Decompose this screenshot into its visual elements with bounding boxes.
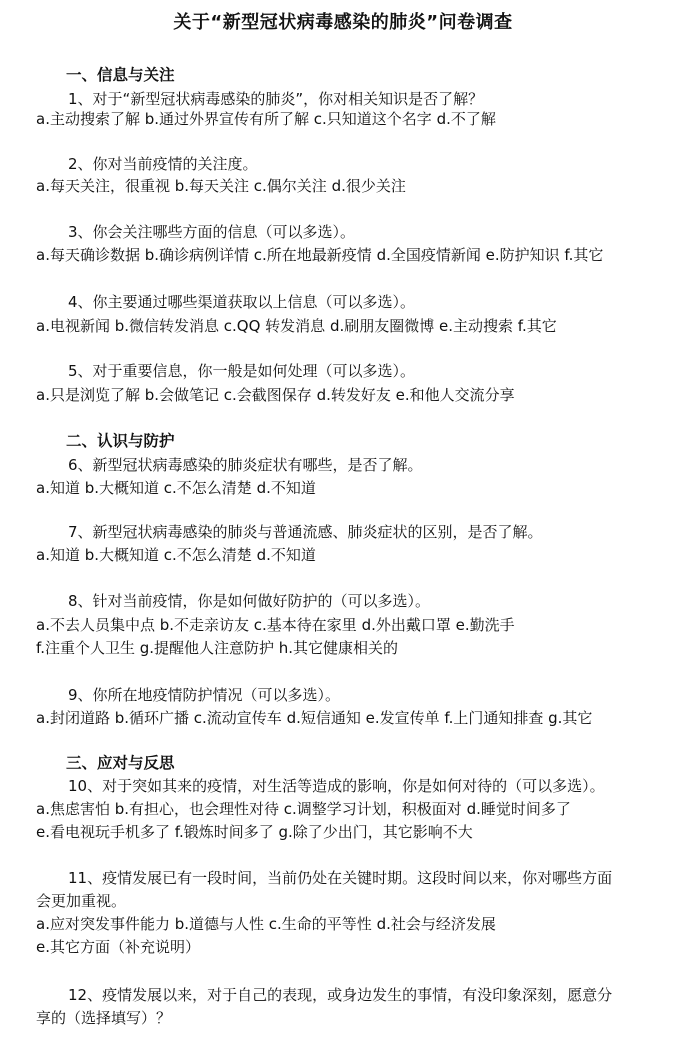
question-text: 10、对于突如其来的疫情，对生活等造成的影响，你是如何对待的（可以多选）。 bbox=[68, 777, 605, 795]
question-text: 2、你对当前疫情的关注度。 bbox=[68, 155, 258, 173]
section-heading: 一、信息与关注 bbox=[66, 66, 175, 84]
question-options: a.封闭道路 b.循环广播 c.流动宣传车 d.短信通知 e.发宣传单 f.上门通知排查 g.其它 bbox=[36, 709, 593, 727]
question-options: a.应对突发事件能力 b.道德与人性 c.生命的平等性 d.社会与经济发展 bbox=[36, 915, 496, 933]
question-text: 5、对于重要信息，你一般是如何处理（可以多选）。 bbox=[68, 362, 416, 380]
question-text: 4、你主要通过哪些渠道获取以上信息（可以多选）。 bbox=[68, 293, 416, 311]
question-text: 12、疫情发展以来，对于自己的表现，或身边发生的事情，有没印象深刻，愿意分 bbox=[68, 986, 613, 1004]
question-options: a.电视新闻 b.微信转发消息 c.QQ 转发消息 d.刷朋友圈微博 e.主动搜索 f.其它 bbox=[36, 317, 557, 335]
question-options: a.不去人员集中点 b.不走亲访友 c.基本待在家里 d.外出戴口罩 e.勤洗手 bbox=[36, 616, 515, 634]
question-options: e.看电视玩手机多了 f.锻炼时间多了 g.除了少出门，其它影响不大 bbox=[36, 823, 473, 841]
question-text: 1、对于“新型冠状病毒感染的肺炎”，你对相关知识是否了解？ bbox=[68, 90, 484, 108]
question-options: a.主动搜索了解 b.通过外界宣传有所了解 c.只知道这个名字 d.不了解 bbox=[36, 110, 496, 128]
question-text: 3、你会关注哪些方面的信息（可以多选）。 bbox=[68, 223, 356, 241]
question-text-continued: 享的（选择填写）？ bbox=[36, 1009, 172, 1027]
question-text: 7、新型冠状病毒感染的肺炎与普通流感、肺炎症状的区别，是否了解。 bbox=[68, 523, 543, 541]
section-heading: 二、认识与防护 bbox=[66, 432, 175, 450]
question-text: 11、疫情发展已有一段时间，当前仍处在关键时期。这段时间以来，你对哪些方面 bbox=[68, 869, 613, 887]
question-options: e.其它方面（补充说明） bbox=[36, 938, 200, 956]
question-options: a.只是浏览了解 b.会做笔记 c.会截图保存 d.转发好友 e.和他人交流分享 bbox=[36, 386, 515, 404]
question-options: a.焦虑害怕 b.有担心，也会理性对待 c.调整学习计划，积极面对 d.睡觉时间多了 bbox=[36, 800, 571, 818]
question-options: a.每天确诊数据 b.确诊病例详情 c.所在地最新疫情 d.全国疫情新闻 e.防护知识 f.其它 bbox=[36, 246, 604, 264]
question-text: 6、新型冠状病毒感染的肺炎症状有哪些，是否了解。 bbox=[68, 456, 423, 474]
question-text: 8、针对当前疫情，你是如何做好防护的（可以多选）。 bbox=[68, 592, 431, 610]
question-text: 9、你所在地疫情防护情况（可以多选）。 bbox=[68, 686, 341, 704]
question-options: f.注重个人卫生 g.提醒他人注意防护 h.其它健康相关的 bbox=[36, 639, 399, 657]
question-options: a.知道 b.大概知道 c.不怎么清楚 d.不知道 bbox=[36, 479, 316, 497]
section-heading: 三、应对与反思 bbox=[66, 754, 175, 772]
question-text-continued: 会更加重视。 bbox=[36, 892, 127, 910]
document-title: 关于“新型冠状病毒感染的肺炎”问卷调查 bbox=[173, 12, 513, 33]
question-options: a.知道 b.大概知道 c.不怎么清楚 d.不知道 bbox=[36, 546, 316, 564]
question-options: a.每天关注，很重视 b.每天关注 c.偶尔关注 d.很少关注 bbox=[36, 177, 406, 195]
